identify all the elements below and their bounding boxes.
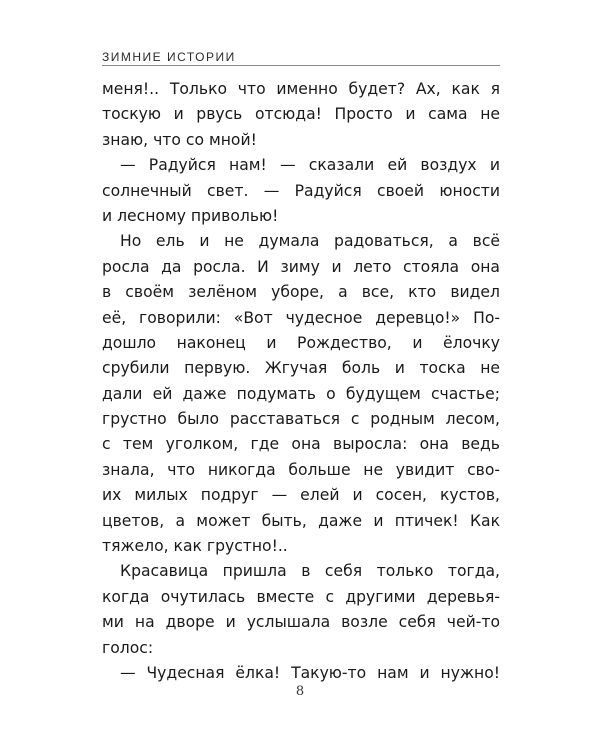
text-line: знаю, что со мной! — [102, 130, 257, 149]
text-line: тяжело, как грустно!.. — [102, 537, 288, 556]
text-line: дошло наконец и Рождество, и ёлочку — [102, 333, 500, 352]
text-line: — Чудесная ёлка! Такую-то нам и нужно! — [120, 663, 500, 682]
text-line: — Радуйся нам! — сказали ей воздух и — [120, 156, 500, 175]
text-line: солнечный свет. — Радуйся своей юности — [102, 181, 500, 200]
page-number: 8 — [295, 684, 305, 699]
text-line: грустно было расставаться с родным лесом, — [102, 410, 500, 429]
text-line: знала, что никогда больше не увидит сво- — [102, 460, 500, 479]
text-line: их милых подруг — елей и сосен, кустов, — [102, 486, 500, 505]
text-line: Красавица пришла в себя только тогда, — [120, 562, 500, 581]
text-line: в своём зелёном уборе, а все, кто видел — [102, 283, 500, 302]
text-line: ми на дворе и услышала возле себя чей-то — [102, 613, 500, 632]
text-line: росла да росла. И зиму и лето стояла она — [102, 257, 500, 276]
text-line: дали ей даже подумать о будущем счастье; — [102, 384, 500, 403]
text-line: и лесному приволью! — [102, 206, 279, 225]
body-text — [102, 77, 500, 686]
text-line: тоскую и рвусь отсюда! Просто и сама не — [102, 105, 500, 124]
text-line: Но ель и не думала радоваться, а всё — [120, 232, 500, 251]
header-rule — [102, 65, 500, 66]
text-line: голос: — [102, 638, 154, 657]
text-line: срубили первую. Жгучая боль и тоска не — [102, 359, 500, 378]
text-line: цветов, а может быть, даже и птичек! Как — [102, 511, 500, 530]
text-line: меня!.. Только что именно будет? Ах, как я — [102, 80, 500, 98]
text-line: с тем уголком, где она выросла: она ведь — [102, 435, 500, 454]
running-title: ЗИМНИЕ ИСТОРИИ — [102, 50, 236, 64]
text-line: её, говорили: «Вот чудесное деревцо!» По- — [102, 308, 500, 327]
text-line: когда очутилась вместе с другими деревья- — [102, 587, 500, 606]
